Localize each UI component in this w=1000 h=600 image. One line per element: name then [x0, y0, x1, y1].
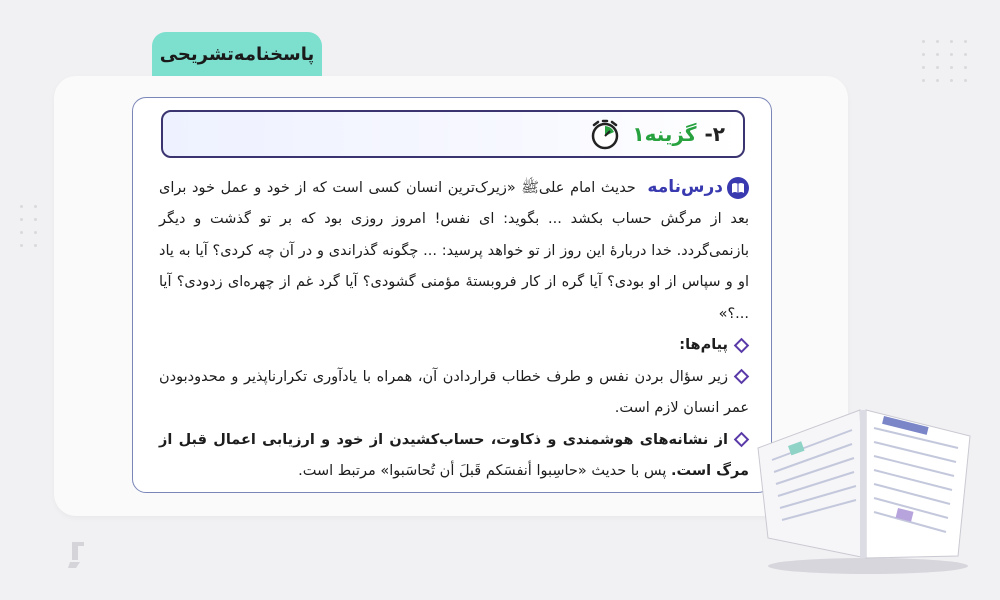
answer-header — [161, 110, 745, 158]
textbook-image-icon — [748, 388, 980, 578]
lesson-text: حدیث امام علی‌ﷺ «زیرک‌ترین انسان کسی است که از خود و عمل خود برای بعد از مرگش حساب بکشد ... بگوید: ای نفس! امروز روزی بود که بر تو گذشت و دیگر بازنمی‌گردد. خدا دربارهٔ این روز از تو خواهد پرسید: ... چگونه گذراندی و در آن چه کردی؟ آیا به یاد او و سپاس از او بودی؟ آیا گره از کار فروبستهٔ مؤمنی گشودی؟ آیا گرد غم از چهره‌ای زدودی؟ آیا ...؟» — [159, 179, 749, 322]
answer-key-tab — [152, 32, 322, 76]
answer-card — [132, 97, 772, 493]
answer-explanation — [159, 172, 749, 488]
message-item-1-text: زیر سؤال بردن نفس و طرف خطاب قراردادن آن، همراه با یادآوری تکرارناپذیر و محدودبودن عمر انسان لازم است. — [159, 368, 749, 417]
diamond-bullet-icon — [734, 432, 750, 448]
message-item-2 — [159, 425, 749, 488]
correct-option: گزینه۱ — [632, 122, 697, 146]
answer-key-tab-label: پاسخنامه‌تشریحی — [159, 43, 315, 65]
diamond-bullet-icon — [734, 337, 750, 353]
message-item-2-bold: از نشانه‌های هوشمندی و ذکاوت، حساب‌کشیدن از خود و ارزیابی اعمال قبل از مرگ است. — [159, 431, 749, 480]
brand-logo-icon — [58, 536, 98, 576]
messages-heading-line — [159, 330, 749, 362]
message-item-2-rest: پس با حدیث «حاسِبوا أنفسَکم قَبلَ أن تُحاسَبوا» مرتبط است. — [298, 463, 667, 480]
lesson-label: درس‌نامه — [647, 177, 723, 197]
question-number: ۲- — [704, 122, 725, 146]
lesson-tag — [647, 172, 749, 204]
open-book-icon — [727, 177, 749, 199]
diamond-bullet-icon — [734, 369, 750, 385]
message-item-1 — [159, 362, 749, 425]
messages-heading: پیام‌ها: — [679, 337, 728, 354]
decor-dots-left — [20, 205, 48, 247]
alarm-clock-icon — [588, 117, 622, 151]
lesson-paragraph — [159, 172, 749, 330]
decor-dots-right — [922, 40, 978, 82]
